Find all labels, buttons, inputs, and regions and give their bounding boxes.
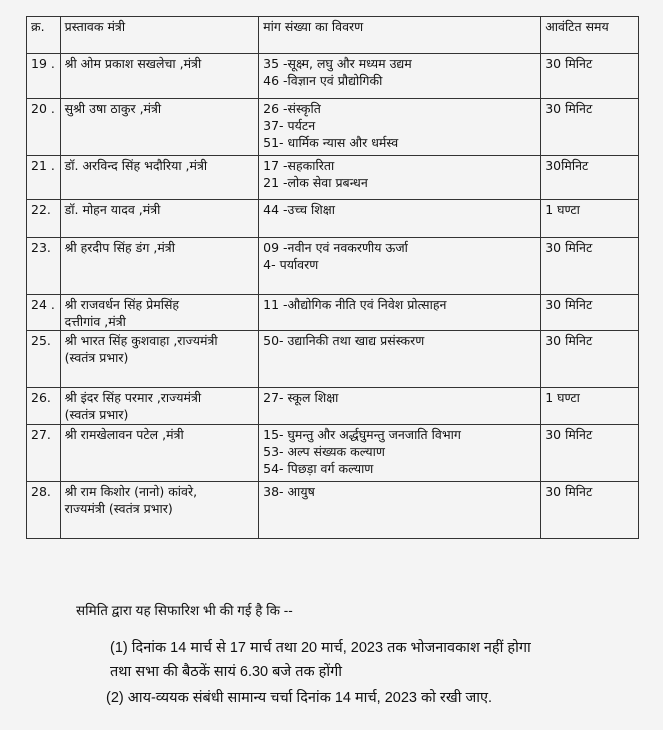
demands-cell bbox=[259, 99, 541, 156]
time-cell: 30 मिनिट bbox=[541, 331, 639, 388]
demand-line: 4- पर्यावरण bbox=[263, 257, 319, 272]
demand-line: 38- आयुष bbox=[263, 484, 315, 499]
recommendation-1-line-1: (1) दिनांक 14 मार्च से 17 मार्च तथा 20 मार्च, 2023 तक भोजनावकाश नहीं होगा bbox=[110, 640, 531, 656]
minister-cell bbox=[60, 99, 259, 156]
demands-table bbox=[26, 16, 639, 539]
minister-line: श्री ओम प्रकाश सखलेचा ,मंत्री bbox=[64, 56, 202, 71]
minister-line: राज्यमंत्री (स्वतंत्र प्रभार) bbox=[64, 501, 173, 516]
table-row bbox=[27, 54, 639, 99]
time-cell: 30 मिनिट bbox=[541, 425, 639, 482]
demands-cell bbox=[259, 331, 541, 388]
serial-cell: 25. bbox=[27, 331, 61, 388]
minister-cell bbox=[60, 331, 259, 388]
demand-line: 53- अल्प संख्यक कल्याण bbox=[263, 444, 385, 459]
minister-line: श्री राम किशोर (नानो) कांवरे, bbox=[64, 484, 198, 499]
header-serial: क्र. bbox=[27, 17, 61, 54]
table-row bbox=[27, 99, 639, 156]
demand-line: 54- पिछड़ा वर्ग कल्याण bbox=[263, 461, 374, 476]
time-cell: 1 घण्टा bbox=[541, 200, 639, 238]
demands-cell bbox=[259, 425, 541, 482]
table-row bbox=[27, 238, 639, 295]
time-cell: 30 मिनिट bbox=[541, 99, 639, 156]
demands-cell bbox=[259, 388, 541, 425]
minister-cell bbox=[60, 425, 259, 482]
minister-line: श्री राजवर्धन सिंह प्रेमसिंह bbox=[64, 297, 180, 312]
demand-line: 35 -सूक्ष्म, लघु और मध्यम उद्यम bbox=[263, 56, 412, 71]
serial-cell: 23. bbox=[27, 238, 61, 295]
serial-cell: 22. bbox=[27, 200, 61, 238]
minister-line: डॉ. मोहन यादव ,मंत्री bbox=[64, 202, 161, 217]
recommendation-1-line-2: तथा सभा की बैठकें सायं 6.30 बजे तक होंगी bbox=[110, 664, 342, 680]
minister-line: श्री भारत सिंह कुशवाहा ,राज्यमंत्री bbox=[64, 333, 218, 348]
minister-cell bbox=[60, 482, 259, 539]
minister-cell bbox=[60, 238, 259, 295]
recommendation-intro: समिति द्वारा यह सिफारिश भी की गई है कि -- bbox=[76, 603, 293, 618]
serial-cell: 21 . bbox=[27, 156, 61, 200]
table-body bbox=[27, 54, 639, 539]
minister-line: डॉ. अरविन्द सिंह भदौरिया ,मंत्री bbox=[64, 158, 208, 173]
demand-line: 17 -सहकारिता bbox=[263, 158, 335, 173]
table-row bbox=[27, 482, 639, 539]
minister-cell bbox=[60, 295, 259, 331]
recommendation-2: (2) आय-व्ययक संबंधी सामान्य चर्चा दिनांक 14 मार्च, 2023 को रखी जाए. bbox=[106, 690, 493, 706]
demands-cell bbox=[259, 54, 541, 99]
table-row bbox=[27, 388, 639, 425]
minister-line: (स्वतंत्र प्रभार) bbox=[64, 407, 129, 422]
demand-line: 46 -विज्ञान एवं प्रौद्योगिकी bbox=[263, 73, 383, 88]
table-row bbox=[27, 425, 639, 482]
demands-cell bbox=[259, 482, 541, 539]
time-cell: 30 मिनिट bbox=[541, 54, 639, 99]
header-demands: मांग संख्या का विवरण bbox=[259, 17, 541, 54]
minister-line: दत्तीगांव ,मंत्री bbox=[64, 314, 126, 329]
demands-cell bbox=[259, 200, 541, 238]
serial-cell: 26. bbox=[27, 388, 61, 425]
demand-line: 50- उद्यानिकी तथा खाद्य प्रसंस्करण bbox=[263, 333, 425, 348]
demand-line: 21 -लोक सेवा प्रबन्धन bbox=[263, 175, 368, 190]
demand-line: 27- स्कूल शिक्षा bbox=[263, 390, 339, 405]
header-minister: प्रस्तावक मंत्री bbox=[60, 17, 259, 54]
demands-cell bbox=[259, 295, 541, 331]
demand-line: 11 -औद्योगिक नीति एवं निवेश प्रोत्साहन bbox=[263, 297, 447, 312]
minister-cell bbox=[60, 388, 259, 425]
table-row bbox=[27, 331, 639, 388]
table-row bbox=[27, 295, 639, 331]
time-cell: 30 मिनिट bbox=[541, 295, 639, 331]
serial-cell: 27. bbox=[27, 425, 61, 482]
time-cell: 30 मिनिट bbox=[541, 238, 639, 295]
table-header-row bbox=[27, 17, 639, 54]
minister-line: श्री इंदर सिंह परमार ,राज्यमंत्री bbox=[64, 390, 202, 405]
demand-line: 26 -संस्कृति bbox=[263, 101, 321, 116]
demand-line: 51- धार्मिक न्यास और धर्मस्व bbox=[263, 135, 399, 150]
demands-cell bbox=[259, 156, 541, 200]
minister-cell bbox=[60, 156, 259, 200]
time-cell: 30मिनिट bbox=[541, 156, 639, 200]
minister-cell bbox=[60, 54, 259, 99]
serial-cell: 19 . bbox=[27, 54, 61, 99]
demand-line: 15- घुमन्तु और अर्द्धघुमन्तु जनजाति विभाग bbox=[263, 427, 461, 442]
serial-cell: 28. bbox=[27, 482, 61, 539]
time-cell: 30 मिनिट bbox=[541, 482, 639, 539]
minister-line: श्री रामखेलावन पटेल ,मंत्री bbox=[64, 427, 184, 442]
demand-line: 44 -उच्च शिक्षा bbox=[263, 202, 335, 217]
header-time: आवंटित समय bbox=[541, 17, 639, 54]
minister-cell bbox=[60, 200, 259, 238]
minister-line: श्री हरदीप सिंह डंग ,मंत्री bbox=[64, 240, 175, 255]
table-row bbox=[27, 200, 639, 238]
serial-cell: 24 . bbox=[27, 295, 61, 331]
demand-line: 09 -नवीन एवं नवकरणीय ऊर्जा bbox=[263, 240, 408, 255]
table-row bbox=[27, 156, 639, 200]
minister-line: (स्वतंत्र प्रभार) bbox=[64, 350, 129, 365]
demands-cell bbox=[259, 238, 541, 295]
time-cell: 1 घण्टा bbox=[541, 388, 639, 425]
demand-line: 37- पर्यटन bbox=[263, 118, 316, 133]
serial-cell: 20 . bbox=[27, 99, 61, 156]
minister-line: सुश्री उषा ठाकुर ,मंत्री bbox=[64, 101, 162, 116]
